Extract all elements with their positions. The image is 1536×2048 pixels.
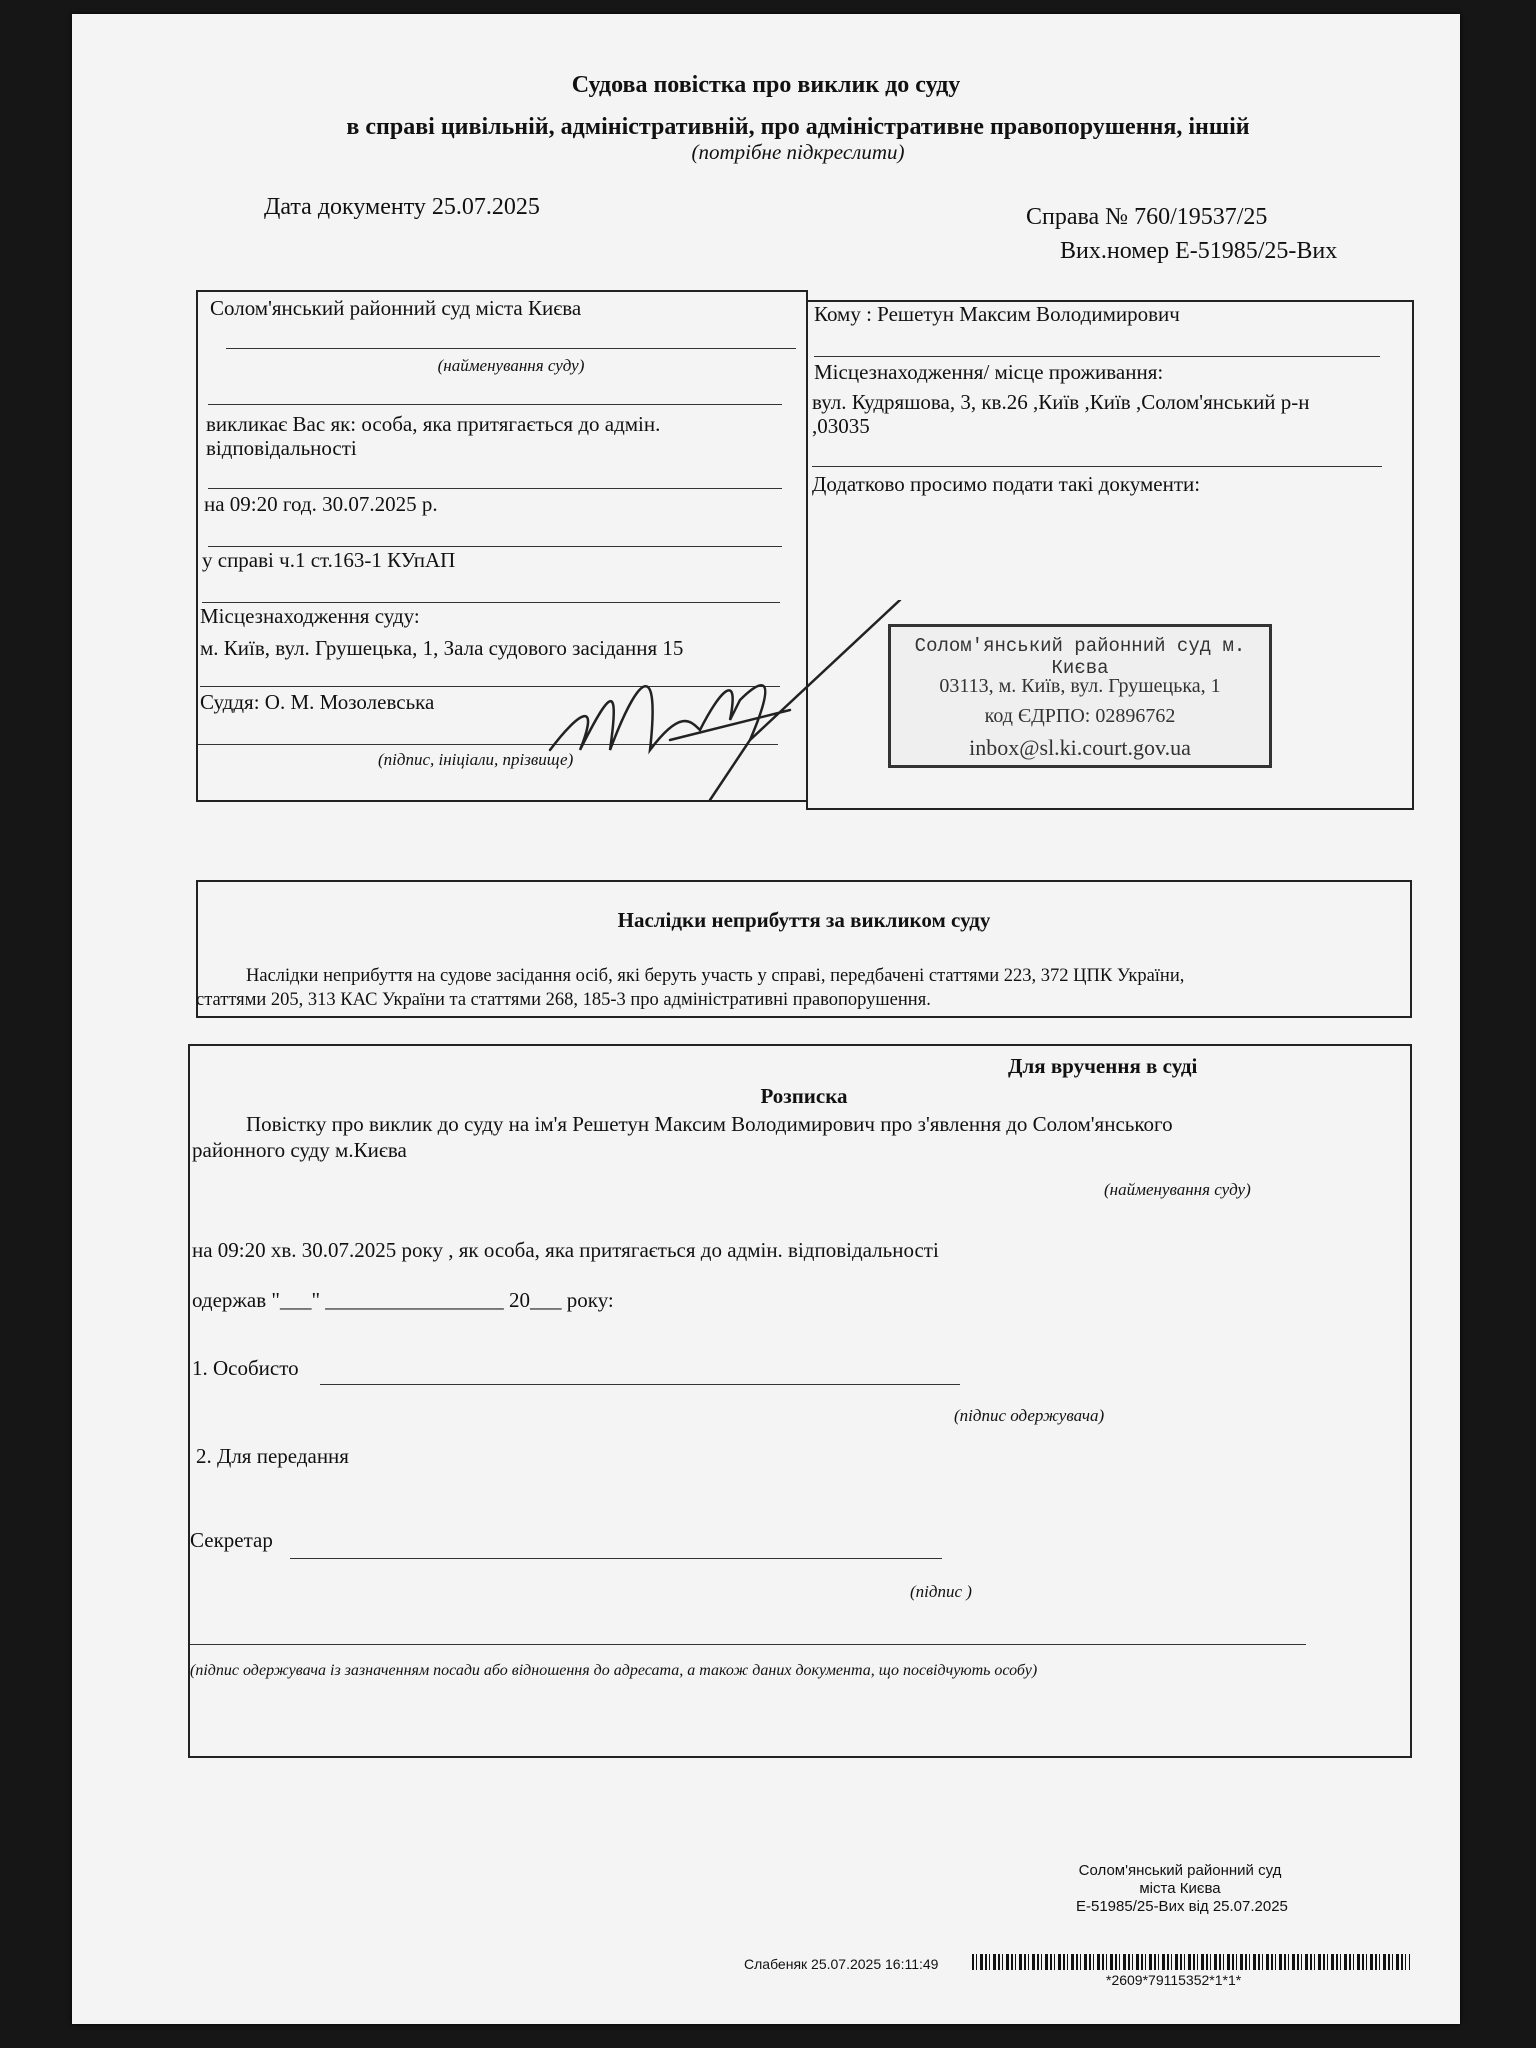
- residence-address: вул. Кудряшова, 3, кв.26 ,Київ ,Київ ,Солом'янський р-н: [812, 390, 1310, 414]
- for-transfer-label: 2. Для передання: [196, 1444, 349, 1468]
- divider: [208, 546, 782, 547]
- stamp-line: код ЄДРПО: 02896762: [984, 705, 1176, 727]
- outgoing-number: Вих.номер Е-51985/25-Вих: [1060, 238, 1338, 264]
- consequences-text-line2: статтями 205, 313 КАС України та статтями 268, 185-3 про адміністративні правопорушення.: [196, 990, 931, 1010]
- divider: [814, 356, 1380, 357]
- divider: [208, 404, 782, 405]
- receipt-time-line: на 09:20 хв. 30.07.2025 року , як особа, яка притягається до адмін. відповідальності: [192, 1238, 939, 1262]
- court-location-label: Місцезнаходження суду:: [200, 604, 420, 628]
- court-name: Солом'янський районний суд міста Києва: [210, 296, 582, 320]
- divider: [208, 488, 782, 489]
- consequences-text-line1: Наслідки неприбуття на судове засідання осіб, які беруть участь у справі, передбачені статтями 223, 372 ЦПК України,: [246, 966, 1185, 986]
- document-subtitle: в справі цивільній, адміністративній, про адміністративне правопорушення, іншій: [346, 114, 1250, 140]
- document-date: Дата документу 25.07.2025: [264, 194, 540, 220]
- divider: [812, 466, 1382, 467]
- signature-line: [290, 1558, 942, 1559]
- court-name-caption: (найменування суду): [437, 356, 585, 375]
- personally-label: 1. Особисто: [192, 1356, 299, 1380]
- receipt-title: Розписка: [760, 1084, 848, 1108]
- secretary-signature-caption: (підпис ): [910, 1582, 972, 1601]
- receipt-text-line2: районного суду м.Києва: [192, 1138, 407, 1162]
- stamp-line: inbox@sl.ki.court.gov.ua: [969, 735, 1191, 760]
- signature-caption: (підпис, ініціали, прізвище): [378, 750, 574, 769]
- court-stamp: [888, 624, 1272, 768]
- secretary-label: Секретар: [190, 1528, 273, 1552]
- recipient-signature-caption: (підпис одержувача): [954, 1406, 1105, 1425]
- barcode-text: *2609*79115352*1*1*: [1106, 1972, 1242, 1988]
- judge-signature: [540, 600, 920, 810]
- footer-court-line2: міста Києва: [1139, 1880, 1221, 1897]
- footer-reference: Е-51985/25-Вих від 25.07.2025: [1076, 1898, 1288, 1915]
- barcode: [972, 1954, 1410, 1970]
- court-location-value: м. Київ, вул. Грушецька, 1, Зала судового засідання 15: [200, 636, 684, 660]
- residence-label: Місцезнаходження/ місце проживання:: [814, 360, 1164, 384]
- residence-postcode: ,03035: [812, 414, 870, 438]
- signature-line: [190, 1644, 1306, 1645]
- recipient-name: Кому : Решетун Максим Володимирович: [814, 302, 1180, 326]
- extra-documents: Додатково просимо подати такі документи:: [812, 472, 1201, 496]
- footer-court-line1: Солом'янський районний суд: [1078, 1862, 1282, 1879]
- divider: [226, 348, 796, 349]
- bottom-caption: (підпис одержувача із зазначенням посади або відношення до адресата, а також даних документа, що посвідчують особу): [190, 1662, 1038, 1679]
- receipt-text-line1: Повістку про виклик до суду на ім'я Решетун Максим Володимирович про з'явлення до Солом'янського: [246, 1112, 1173, 1136]
- received-date-line: одержав "___" _________________ 20___ року:: [192, 1288, 614, 1312]
- summons-role-line1: викликає Вас як: особа, яка притягається до адмін.: [206, 412, 661, 436]
- stamp-line: Солом'янський районний суд м. Києва: [914, 635, 1246, 679]
- printed-by: Слабеняк 25.07.2025 16:11:49: [744, 1956, 939, 1972]
- document-title: Судова повістка про виклик до суду: [571, 72, 961, 98]
- judge-name: Суддя: О. М. Мозолевська: [200, 690, 435, 714]
- summons-role-line2: відповідальності: [206, 436, 357, 460]
- court-caption: (найменування суду): [1104, 1180, 1251, 1199]
- for-court-delivery: Для вручення в суді: [1008, 1054, 1198, 1078]
- signature-line: [320, 1384, 960, 1385]
- title-note: (потрібне підкреслити): [691, 140, 905, 164]
- case-article: у справі ч.1 ст.163-1 КУпАП: [202, 548, 456, 572]
- case-number: Справа № 760/19537/25: [1026, 204, 1268, 230]
- consequences-title: Наслідки неприбуття за викликом суду: [617, 908, 991, 932]
- stamp-line: 03113, м. Київ, вул. Грушецька, 1: [939, 675, 1221, 697]
- hearing-time: на 09:20 год. 30.07.2025 р.: [204, 492, 438, 516]
